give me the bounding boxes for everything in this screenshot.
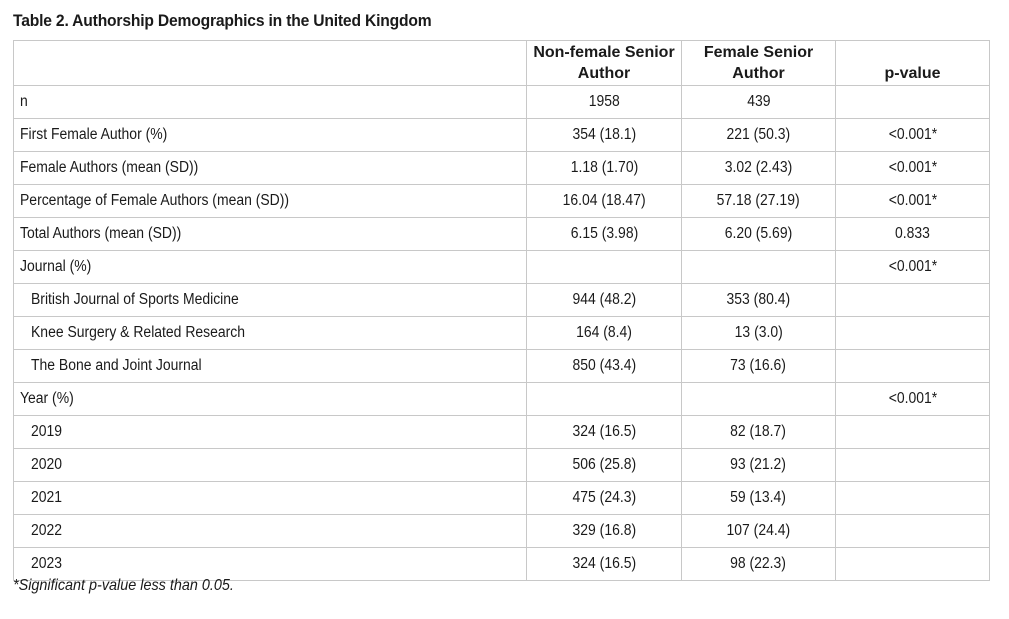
table-row [14, 218, 990, 251]
row-label-text: Journal (%) [20, 258, 92, 275]
cell-female-senior-author-text: 3.02 (2.43) [724, 159, 793, 176]
row-label [14, 449, 527, 482]
table-row [14, 317, 990, 350]
cell-non-female-senior-author-text: 1958 [588, 93, 620, 110]
row-label [14, 218, 527, 251]
row-label-text: Total Authors (mean (SD)) [20, 225, 182, 242]
cell-female-senior-author [682, 350, 836, 383]
header-non-female-senior-author [527, 41, 682, 86]
table-row [14, 152, 990, 185]
row-label [14, 350, 527, 383]
cell-non-female-senior-author [527, 251, 682, 284]
cell-non-female-senior-author-text: 506 (25.8) [572, 456, 636, 473]
cell-female-senior-author [682, 416, 836, 449]
cell-female-senior-author-text: 6.20 (5.69) [724, 225, 793, 242]
row-label-text: 2020 [31, 456, 63, 473]
cell-p-value [836, 515, 990, 548]
table-title: Table 2. Authorship Demographics in the United Kingdom [13, 11, 432, 30]
row-label-text: British Journal of Sports Medicine [31, 291, 239, 308]
cell-non-female-senior-author-text: 1.18 (1.70) [570, 159, 638, 176]
table-row [14, 515, 990, 548]
table-row [14, 449, 990, 482]
row-label [14, 185, 527, 218]
cell-non-female-senior-author [527, 350, 682, 383]
cell-non-female-senior-author [527, 284, 682, 317]
cell-non-female-senior-author-text: 16.04 (18.47) [562, 192, 646, 209]
cell-female-senior-author [682, 383, 836, 416]
cell-female-senior-author [682, 218, 836, 251]
header-non-female-line1: Non-female Senior [533, 44, 675, 61]
row-label [14, 515, 527, 548]
cell-non-female-senior-author-text: 6.15 (3.98) [570, 225, 638, 242]
cell-p-value-text: <0.001* [888, 126, 937, 143]
cell-p-value [836, 317, 990, 350]
cell-female-senior-author-text: 13 (3.0) [734, 324, 783, 341]
cell-female-senior-author-text: 82 (18.7) [730, 423, 787, 440]
row-label [14, 383, 527, 416]
cell-non-female-senior-author [527, 383, 682, 416]
cell-p-value [836, 251, 990, 284]
cell-p-value [836, 185, 990, 218]
cell-non-female-senior-author [527, 86, 682, 119]
footnote: *Significant p-value less than 0.05. [13, 577, 234, 594]
table-body [14, 86, 990, 581]
table-row [14, 284, 990, 317]
cell-non-female-senior-author-text: 944 (48.2) [572, 291, 636, 308]
cell-p-value-text: <0.001* [888, 390, 937, 407]
cell-p-value [836, 152, 990, 185]
cell-non-female-senior-author [527, 152, 682, 185]
cell-female-senior-author [682, 119, 836, 152]
cell-female-senior-author [682, 251, 836, 284]
row-label [14, 152, 527, 185]
cell-female-senior-author [682, 482, 836, 515]
cell-non-female-senior-author [527, 482, 682, 515]
cell-female-senior-author-text: 439 [746, 93, 771, 110]
cell-p-value [836, 416, 990, 449]
header-non-female-line2: Author [577, 65, 631, 82]
cell-female-senior-author [682, 317, 836, 350]
header-female-senior-author [682, 41, 836, 86]
cell-female-senior-author-text: 57.18 (27.19) [717, 192, 800, 209]
row-label-text: 2019 [31, 423, 63, 440]
cell-non-female-senior-author [527, 548, 682, 581]
table-row [14, 86, 990, 119]
cell-female-senior-author-text: 59 (13.4) [730, 489, 787, 506]
row-label [14, 86, 527, 119]
row-label-text: Knee Surgery & Related Research [31, 324, 246, 341]
cell-female-senior-author [682, 548, 836, 581]
cell-p-value [836, 350, 990, 383]
cell-p-value [836, 218, 990, 251]
row-label-text: 2023 [31, 555, 63, 572]
cell-female-senior-author [682, 515, 836, 548]
header-female-line2: Author [732, 65, 785, 82]
cell-female-senior-author [682, 284, 836, 317]
cell-non-female-senior-author [527, 218, 682, 251]
cell-female-senior-author-text: 353 (80.4) [726, 291, 791, 308]
row-label-text: The Bone and Joint Journal [31, 357, 202, 374]
cell-non-female-senior-author-text: 850 (43.4) [572, 357, 636, 374]
cell-p-value-text: <0.001* [888, 258, 937, 275]
cell-non-female-senior-author-text: 164 (8.4) [576, 324, 632, 341]
row-label-text: n [20, 93, 28, 110]
header-female-line1: Female Senior [703, 44, 814, 61]
row-label-text: Percentage of Female Authors (mean (SD)) [20, 192, 290, 209]
cell-non-female-senior-author [527, 185, 682, 218]
cell-female-senior-author-text: 98 (22.3) [730, 555, 787, 572]
cell-p-value [836, 86, 990, 119]
cell-non-female-senior-author [527, 449, 682, 482]
cell-female-senior-author [682, 185, 836, 218]
row-label-text: Female Authors (mean (SD)) [20, 159, 199, 176]
cell-p-value-text: <0.001* [888, 192, 937, 209]
row-label [14, 416, 527, 449]
row-label [14, 119, 527, 152]
table-row [14, 251, 990, 284]
cell-non-female-senior-author-text: 475 (24.3) [572, 489, 636, 506]
row-label-text: First Female Author (%) [20, 126, 168, 143]
row-label-text: Year (%) [20, 390, 74, 407]
cell-female-senior-author-text: 221 (50.3) [726, 126, 791, 143]
table-row [14, 548, 990, 581]
row-label [14, 548, 527, 581]
cell-non-female-senior-author [527, 416, 682, 449]
cell-p-value [836, 449, 990, 482]
row-label [14, 284, 527, 317]
cell-p-value [836, 284, 990, 317]
cell-non-female-senior-author-text: 324 (16.5) [572, 555, 636, 572]
cell-non-female-senior-author [527, 317, 682, 350]
row-label [14, 482, 527, 515]
cell-non-female-senior-author-text: 329 (16.8) [572, 522, 636, 539]
cell-p-value [836, 383, 990, 416]
table-row [14, 383, 990, 416]
cell-female-senior-author [682, 152, 836, 185]
cell-non-female-senior-author-text: 324 (16.5) [572, 423, 636, 440]
cell-female-senior-author [682, 86, 836, 119]
row-label [14, 251, 527, 284]
cell-female-senior-author-text: 93 (21.2) [730, 456, 787, 473]
cell-non-female-senior-author-text: 354 (18.1) [572, 126, 636, 143]
cell-female-senior-author-text: 73 (16.6) [730, 357, 787, 374]
cell-p-value [836, 548, 990, 581]
table-row [14, 416, 990, 449]
cell-female-senior-author [682, 449, 836, 482]
row-label [14, 317, 527, 350]
header-characteristic [14, 41, 527, 86]
cell-p-value [836, 119, 990, 152]
row-label-text: 2022 [31, 522, 63, 539]
row-label-text: 2021 [31, 489, 63, 506]
header-p-value: p-value [836, 41, 990, 86]
cell-non-female-senior-author [527, 515, 682, 548]
cell-female-senior-author-text: 107 (24.4) [726, 522, 791, 539]
demographics-table [13, 40, 990, 581]
cell-p-value-text: <0.001* [888, 159, 937, 176]
table-row [14, 185, 990, 218]
table-row [14, 119, 990, 152]
table-row [14, 350, 990, 383]
table-row [14, 482, 990, 515]
cell-p-value [836, 482, 990, 515]
table-header-row [14, 41, 990, 86]
cell-non-female-senior-author [527, 119, 682, 152]
cell-p-value-text: 0.833 [895, 225, 930, 242]
